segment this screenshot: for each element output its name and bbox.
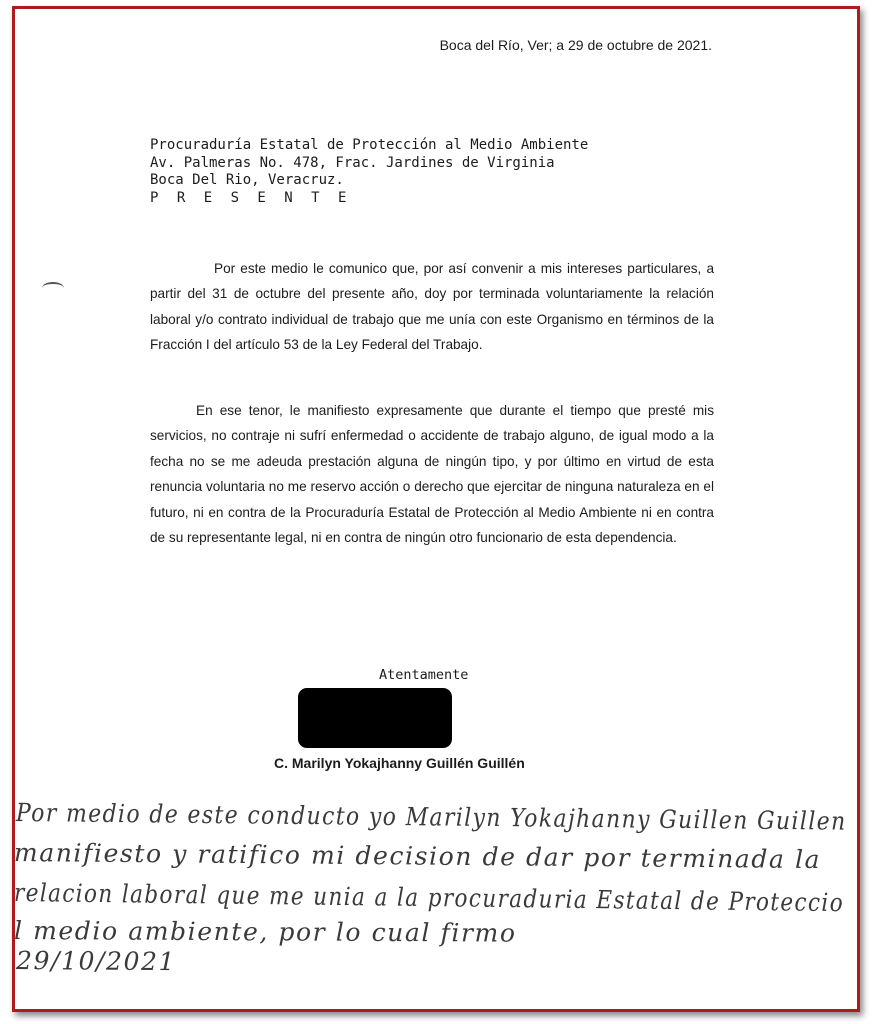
handwritten-line-3: relacion laboral que me unia a la procuraduria Estatal de Proteccio <box>13 878 845 918</box>
margin-mark <box>42 282 64 294</box>
recipient-street: Av. Palmeras No. 478, Frac. Jardines de Virginia <box>150 154 555 171</box>
recipient-name: Procuraduría Estatal de Protección al Medio Ambiente <box>150 137 589 153</box>
closing-text: Atentamente <box>379 667 469 683</box>
handwritten-line-2: manifiesto y ratifico mi decision de dar por terminada la <box>13 838 822 875</box>
recipient-block <box>150 137 588 207</box>
signer-name: C. Marilyn Yokajhanny Guillén Guillén <box>274 755 525 771</box>
handwritten-date: 29/10/2021 <box>15 946 177 977</box>
handwritten-line-1: Por medio de este conducto yo Marilyn Yokajhanny Guillen Guillen <box>15 798 847 836</box>
handwritten-line-4: l medio ambiente, por lo cual firmo <box>13 916 517 948</box>
body-paragraph-1: Por este medio le comunico que, por así convenir a mis intereses particulares, a partir del 31 de octubre del presente año, doy por terminada voluntariamente la relación laboral y/o contrato individual de trabajo que me unía con este Organismo en términos de la Fracción I del artículo 53 de la Ley Federal del Trabajo. <box>150 261 714 353</box>
recipient-city: Boca Del Rio, Veracruz. <box>150 172 344 188</box>
redacted-signature <box>298 688 452 748</box>
date-line: Boca del Río, Ver; a 29 de octubre de 2021. <box>439 37 712 53</box>
recipient-presente: P R E S E N T E <box>150 189 352 206</box>
body-paragraph-2: En ese tenor, le manifiesto expresamente que durante el tiempo que presté mis servicios, no contraje ni sufrí enfermedad o accidente de trabajo alguno, de igual modo a la fecha no se me adeuda prestación alguna de ningún tipo, y por último en virtud de esta renuncia voluntaria no me reservo acción o derecho que ejercitar de ninguna naturaleza en el futuro, ni en contra de la Procuraduría Estatal de Protección al Medio Ambiente ni en contra de su representante legal, ni en contra de ningún otro funcionario de esta dependencia. <box>150 403 714 546</box>
